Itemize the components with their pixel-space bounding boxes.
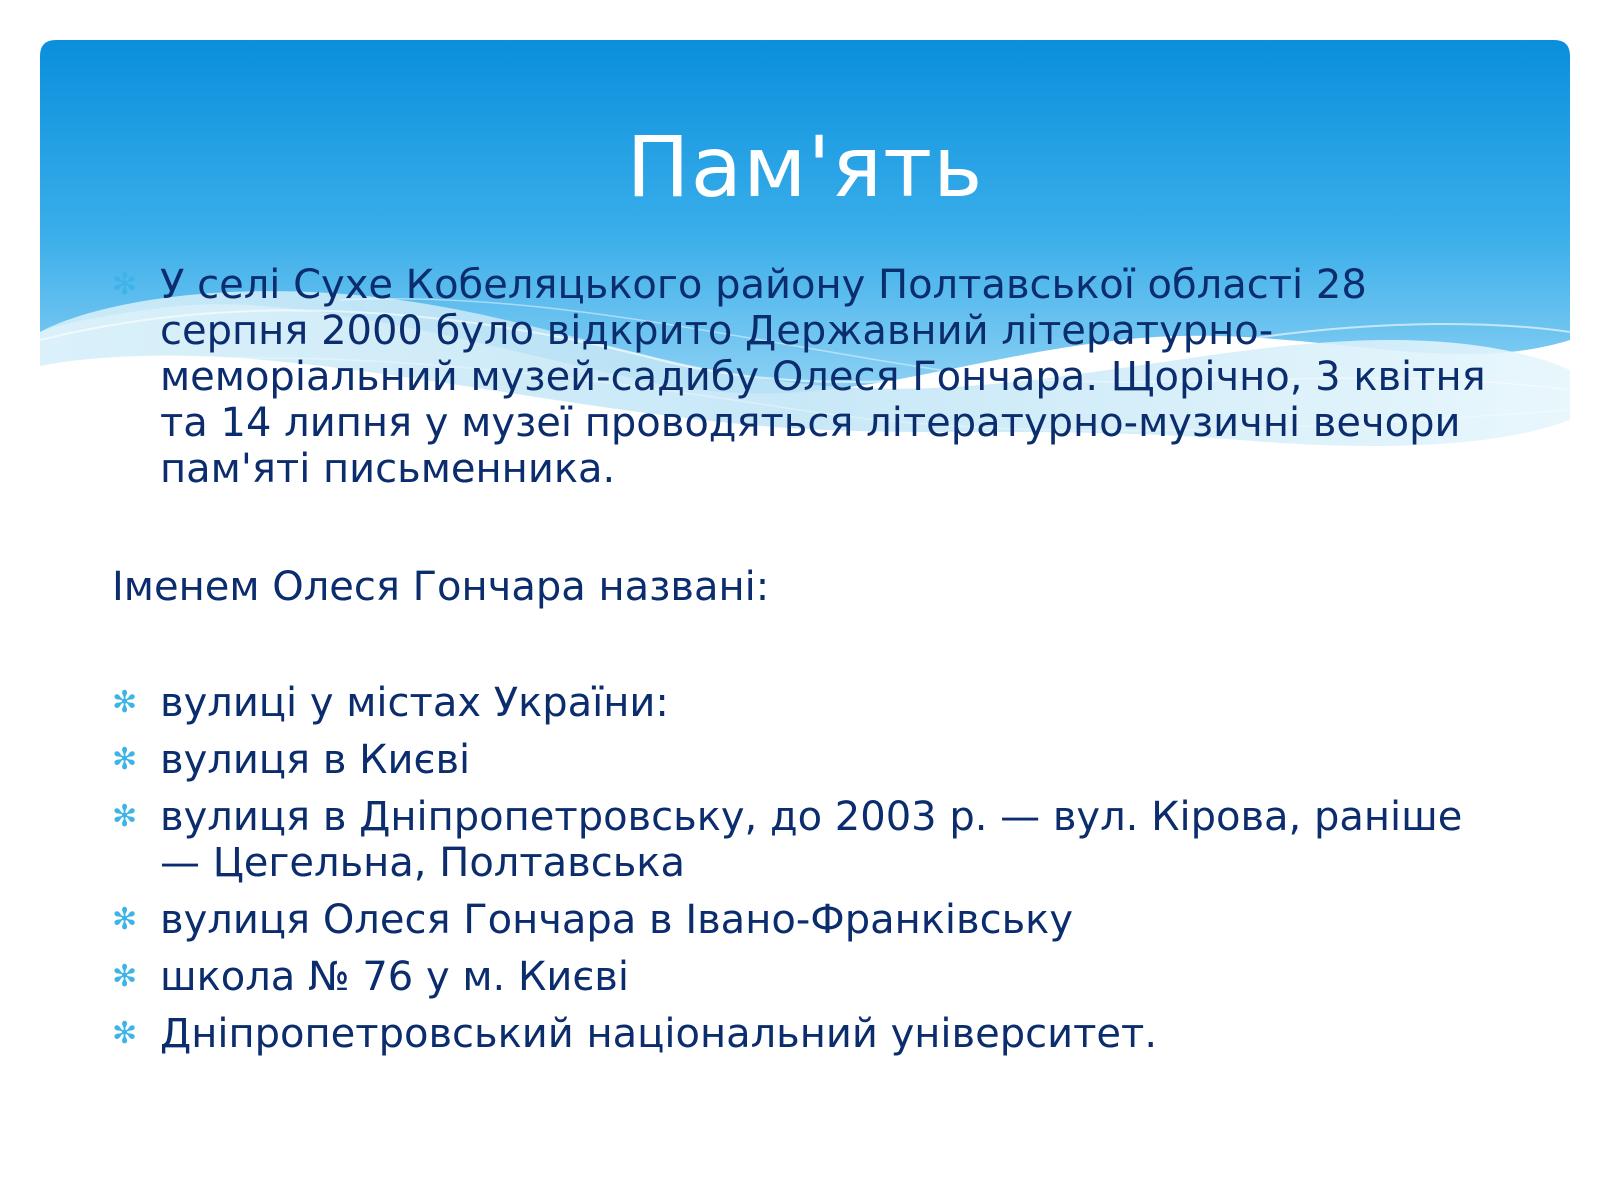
- named-after-list: [112, 680, 1512, 1057]
- list-item-text: вулиця Олеся Гончара в Івано-Франківську: [160, 897, 1073, 943]
- asterisk-bullet-icon: ✻: [112, 1016, 138, 1051]
- asterisk-bullet-icon: ✻: [112, 742, 138, 777]
- named-after-heading: Іменем Олеся Гончара названі:: [112, 564, 770, 610]
- list-item: [112, 680, 1512, 726]
- intro-text: У селі Сухе Кобеляцького району Полтавської області 28 серпня 2000 було відкрито Державний літературно-меморіальний музей-садибу Олеся Гончара. Щорічно, 3 квітня та 14 липня у музеї проводяться літературно-музичні вечори пам'яті письменника.: [160, 262, 1486, 492]
- list-item: [112, 794, 1512, 886]
- list-item-text: вулиця в Києві: [160, 737, 471, 783]
- asterisk-bullet-icon: ✻: [112, 685, 138, 720]
- slide-body: [112, 262, 1512, 1068]
- intro-bullet: [112, 262, 1512, 492]
- list-item-text: Дніпропетровський національний університет.: [160, 1011, 1158, 1057]
- list-item: [112, 1011, 1512, 1057]
- slide-title: Пам'ять: [626, 118, 984, 216]
- list-item-text: школа № 76 у м. Києві: [160, 954, 629, 1000]
- list-item: [112, 954, 1512, 1000]
- asterisk-bullet-icon: ✻: [112, 267, 138, 302]
- list-item: [112, 737, 1512, 783]
- list-item-text: вулиці у містах України:: [160, 680, 669, 726]
- asterisk-bullet-icon: ✻: [112, 799, 138, 834]
- asterisk-bullet-icon: ✻: [112, 959, 138, 994]
- list-item: [112, 897, 1512, 943]
- asterisk-bullet-icon: ✻: [112, 902, 138, 937]
- list-item-text: вулиця в Дніпропетровську, до 2003 р. — вул. Кірова, раніше — Цегельна, Полтавська: [160, 794, 1463, 886]
